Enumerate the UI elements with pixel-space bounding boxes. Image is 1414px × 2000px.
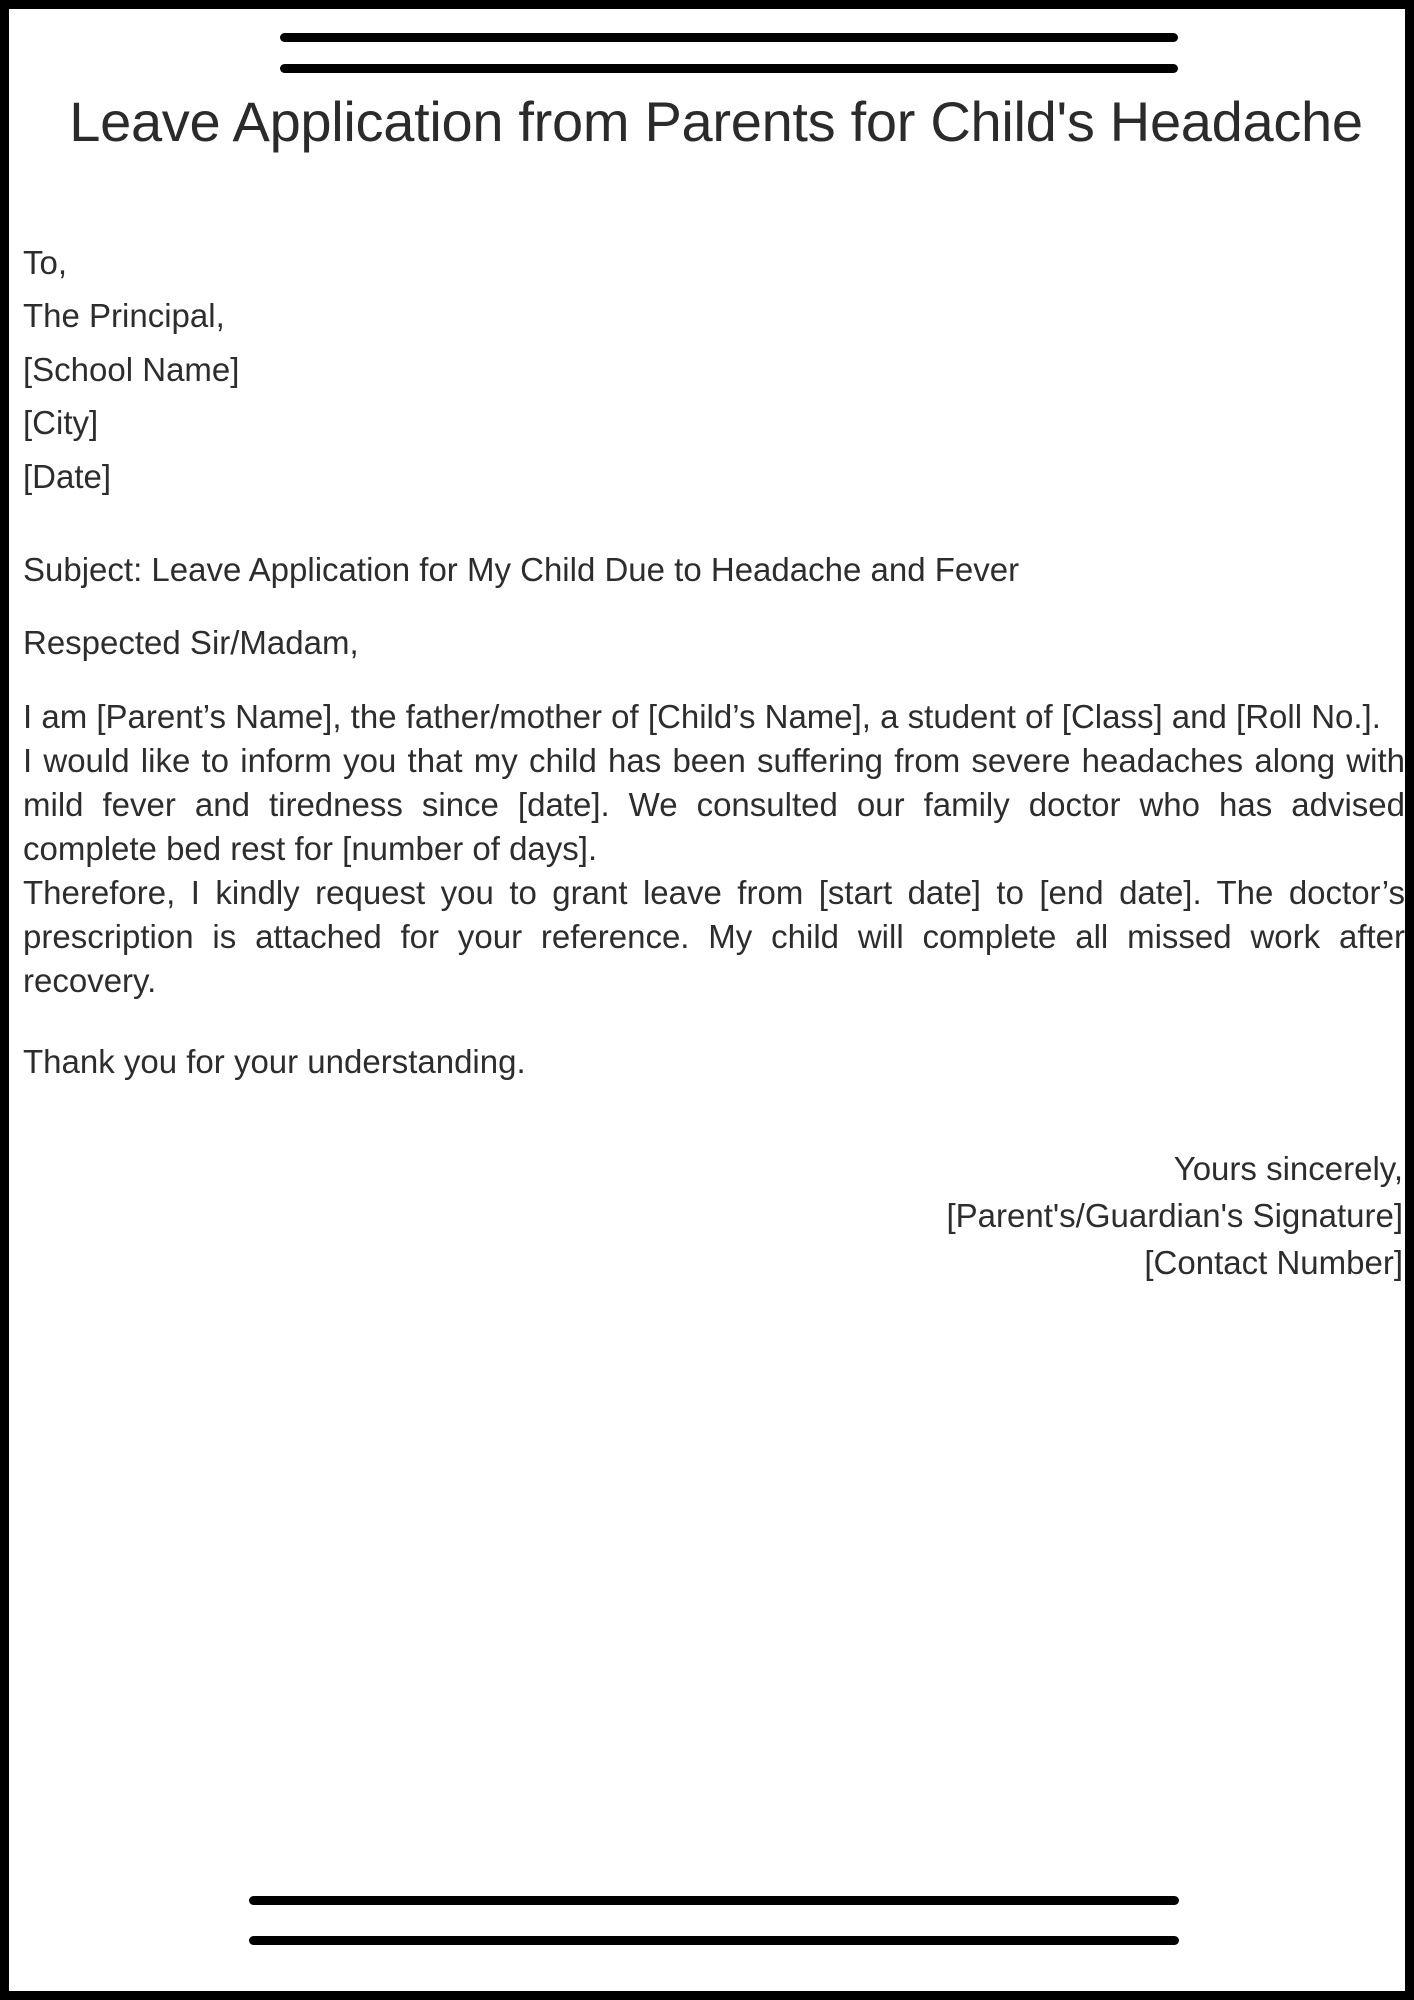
spacer-before-thanks <box>23 1003 1405 1041</box>
document-sheet <box>18 18 1414 2000</box>
spacer-after-salutation <box>23 665 1405 695</box>
salutation: Respected Sir/Madam, <box>23 624 359 662</box>
address-line-city: [City] <box>23 404 99 442</box>
address-line-principal: The Principal, <box>23 297 225 335</box>
sign-off-line: Yours sincerely, <box>1173 1150 1403 1188</box>
signature-placeholder: [Parent's/Guardian's Signature] <box>946 1197 1403 1235</box>
bottom-rule-line-1 <box>249 1896 1179 1905</box>
body-paragraph-1: I am [Parent’s Name], the father/mother of [Child’s Name], a student of [Class] and [Roll No.]. <box>23 698 1381 736</box>
thank-you-line: Thank you for your understanding. <box>23 1043 526 1081</box>
subject-line: Subject: Leave Application for My Child Due to Headache and Fever <box>23 551 1020 589</box>
contact-number-placeholder: [Contact Number] <box>1144 1243 1403 1281</box>
address-line-to: To, <box>23 244 68 281</box>
body-paragraph-2: I would like to inform you that my child has been suffering from severe headaches along with mild fever and tiredness since [date]. We consulted our family doctor who has advised complete bed rest for [number of days]. <box>23 742 1405 868</box>
page-title: Leave Application from Parents for Child's Headache <box>69 90 1363 153</box>
bottom-rule-line-2 <box>249 1936 1179 1945</box>
top-rule-line-1 <box>280 33 1178 42</box>
body-paragraph-3: Therefore, I kindly request you to grant leave from [start date] to [end date]. The doctor’s prescription is attached for your reference. My child will complete all missed work after recovery. <box>23 874 1405 1000</box>
address-block <box>23 236 1405 503</box>
address-line-date: [Date] <box>23 457 112 495</box>
signature-block <box>23 1146 1405 1287</box>
address-line-school: [School Name] <box>23 350 240 388</box>
spacer-after-subject <box>23 592 1405 622</box>
spacer-after-address <box>23 503 1405 549</box>
top-rule-line-2 <box>280 64 1178 73</box>
top-decorative-rules <box>18 33 1414 73</box>
letter-body <box>23 236 1405 1287</box>
bottom-decorative-rules <box>18 1896 1414 1945</box>
